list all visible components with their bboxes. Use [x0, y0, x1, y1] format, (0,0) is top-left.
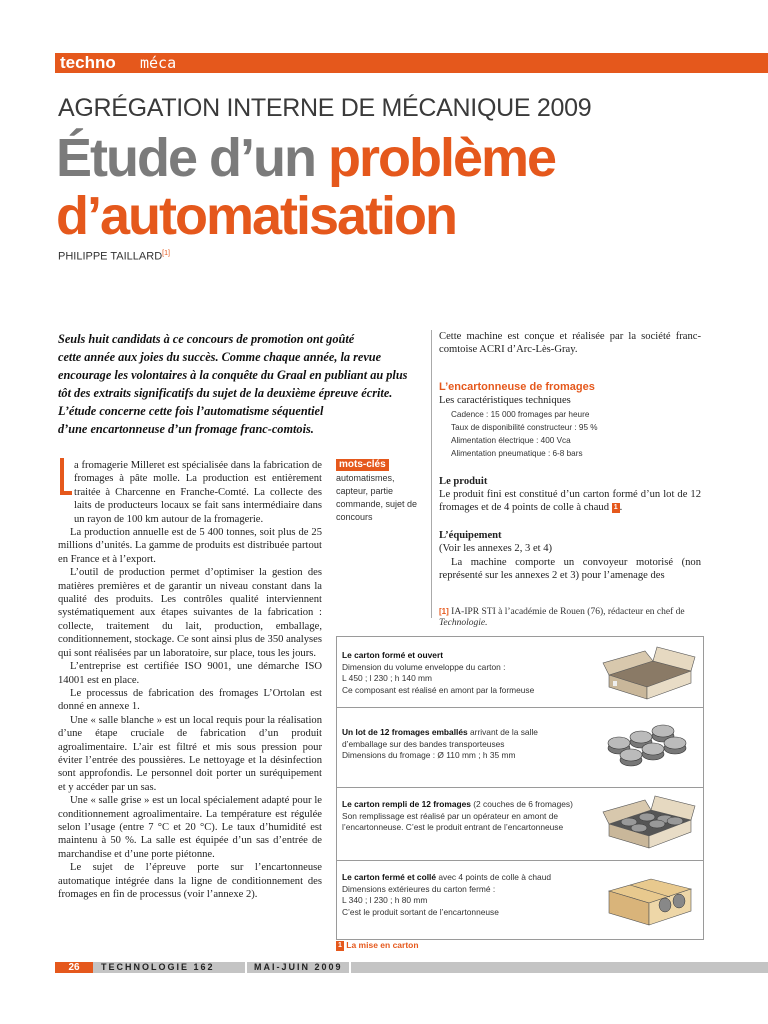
- body-paragraph: Le processus de fabrication des fromages L’Ortolan est donné en annexe 1.: [58, 687, 322, 713]
- kicker: AGRÉGATION INTERNE DE MÉCANIQUE 2009: [58, 94, 592, 122]
- figure-row-title-rest: arrivant de la salle: [467, 727, 538, 737]
- footer-separator: [349, 962, 351, 973]
- closed-carton-icon: [595, 861, 703, 939]
- chapeau-line: Seuls huit candidats à ce concours de promotion ont goûté: [58, 332, 355, 346]
- figure-caption-number: 1: [338, 942, 342, 949]
- figure-row: [337, 860, 703, 940]
- body-paragraph: L’outil de production permet d’optimiser la gestion des matières premières et de garantir un niveau constant dans la qualité des produits. Les contrôles qualité interviennent systématiquement aux étapes suivantes de la fabrication : collecte, traitement du lait, production, emballage, conditionnement, stockage. Ce sont ainsi plus de 350 analyses qui sont réalisées par un laboratoire, sur place, tous les jours.: [58, 567, 322, 659]
- figure-caption: [336, 940, 419, 951]
- body-paragraph: a fromagerie Milleret est spécialisée dans la fabrication de fromages à pâte molle. La production est entièrement traitée à Charcenne en Franche-Comté. La collecte des laits de producteurs locaux se fait sans intermédiaire dans un rayon de 100 km autour de la fromagerie.: [74, 460, 322, 525]
- article-title-line2: d’automatisation: [56, 186, 457, 246]
- figure-row-text: [342, 872, 592, 918]
- right-intro: Cette machine est conçue et réalisée par la société franc-comtoise ACRI d’Arc-Lès-Gray.: [439, 331, 701, 356]
- chapeau-line: L’étude concerne cette fois l’automatisme séquentiel: [58, 404, 324, 418]
- author-note: [1]: [162, 250, 170, 257]
- footnote-journal: Technologie.: [439, 618, 488, 628]
- body-paragraph: Une « salle blanche » est un local requis pour la réalisation d’une étape cruciale de fabrication d’un produit agroalimentaire. L’air est filtré et mis sous pression pour éviter l’entrée des poussières. Le nettoyage et la désinfection sont approfondis. Le personnel doit porter un suréquipement et y accéder par un sas.: [58, 714, 322, 793]
- chapeau-line: tôt des extraits significatifs du sujet de la deuxième épreuve écrite.: [58, 386, 393, 400]
- keywords-text: automatismes, capteur, partie commande, sujet de concours: [336, 473, 418, 522]
- figure-row: [337, 707, 703, 788]
- section-subtitle-specs: Les caractéristiques techniques: [439, 395, 571, 407]
- footer-separator: [245, 962, 247, 973]
- filled-carton-icon: [595, 788, 703, 860]
- figure-box: [336, 636, 704, 940]
- chapeau-line: encourage les volontaires à la conquête du Graal en publiant au plus: [58, 368, 408, 382]
- keywords-title: mots-clés: [336, 459, 389, 471]
- figure-row-line: L 450 ; l 230 ; h 140 mm: [342, 673, 433, 683]
- figure-row-title-rest: (2 couches de 6 fromages): [470, 799, 573, 809]
- body-paragraph: La production annuelle est de 5 400 tonnes, soit plus de 25 millions d’unités. La gamme de produits est distribuée partout en France et à l’export.: [58, 527, 322, 565]
- chapeau-line: d’une encartonneuse d’un fromage franc-comtois.: [58, 422, 314, 436]
- figure-row-text: [342, 727, 592, 762]
- rubric-meca: méca: [140, 54, 177, 72]
- column-divider: [431, 330, 432, 618]
- figure-row-line: C’est le produit sortant de l’encartonneuse: [342, 906, 499, 917]
- figure-ref-badge: 1: [613, 504, 618, 512]
- spec-item: Taux de disponibilité constructeur : 95 %: [451, 422, 598, 432]
- issue-date: MAI-JUIN 2009: [254, 962, 343, 972]
- footnote-text: IA-IPR STI à l’académie de Rouen (76), rédacteur en chef de: [451, 607, 685, 617]
- figure-row-text: [342, 799, 592, 834]
- figure-row-title: Le carton fermé et collé: [342, 872, 437, 882]
- rubric-techno: techno: [60, 53, 116, 72]
- figure-row: [337, 637, 703, 707]
- body-paragraph: Une « salle grise » est un local spécialement adapté pour le conditionnement agroalimentaire. La température est régulée selon l’usage (entre 7 °C et 20 °C). Le taux d’humidité est maintenu à 50 %. La salle est équipée d’un sas d’entrée de marchandise et d’une porte piétonne.: [58, 795, 322, 860]
- figure-row-line: Son remplissage est réalisé par un opérateur en amont de: [342, 810, 559, 821]
- figure-row-text: [342, 650, 592, 696]
- page-number: 26: [55, 962, 93, 973]
- figure-row-title: Le carton rempli de 12 fromages: [342, 799, 471, 809]
- section-title-produit: Le produit: [439, 475, 488, 487]
- section-text-equipement: La machine comporte un convoyeur motorisé (non représenté sur les annexes 2 et 3) pour l’amenage des: [439, 556, 701, 582]
- figure-row-line: Dimensions extérieures du carton fermé :: [342, 883, 496, 894]
- figure-row-title-rest: avec 4 points de colle à chaud: [436, 872, 552, 882]
- figure-row-line: Ce composant est réalisé en amont par la formeuse: [342, 684, 535, 695]
- article-title-line1: [56, 128, 555, 188]
- body-paragraph: L’entreprise est certifiée ISO 9001, une démarche ISO 14001 est en place.: [58, 661, 322, 686]
- section-text-produit: Le produit fini est constitué d’un carton formé d’un lot de 12 fromages et de 4 points de colle à chaud 1 .: [439, 489, 701, 514]
- figure-row-line: d’emballage sur des bandes transporteuses: [342, 738, 505, 749]
- figure-row-line: l’encartonneuse. C’est le produit entrant de l’encartonneuse: [342, 822, 564, 832]
- chapeau: [58, 330, 428, 438]
- footnote-number: [1]: [439, 607, 449, 616]
- section-title-encartonneuse: L’encartonneuse de fromages: [439, 380, 595, 393]
- footnote: [439, 606, 704, 629]
- figure-row: [337, 787, 703, 861]
- author: [58, 250, 170, 263]
- figure-row-title: Un lot de 12 fromages emballés: [342, 727, 468, 737]
- title-grey-part: Étude d’un: [56, 128, 328, 188]
- author-name: PHILIPPE TAILLARD: [58, 250, 163, 263]
- title-orange-part: problème: [327, 128, 556, 188]
- body-paragraph: Le sujet de l’épreuve porte sur l’encartonneuse automatique intégrée dans la ligne de conditionnement des fromages en fin de processus (voir l’annexe 2).: [58, 862, 322, 900]
- figure-row-line: Dimensions du fromage : Ø 110 mm ; h 35 mm: [342, 750, 516, 760]
- section-title-equipement: L’équipement: [439, 529, 502, 541]
- cheese-lot-icon: [595, 708, 703, 786]
- spec-item: Cadence : 15 000 fromages par heure: [451, 409, 590, 419]
- produit-text: Le produit fini est constitué d’un carton formé d’un lot de 12 fromages et de 4 points de colle à chaud: [439, 489, 701, 514]
- spec-item: Alimentation pneumatique : 6-8 bars: [451, 448, 583, 458]
- magazine-name: TECHNOLOGIE 162: [101, 962, 215, 972]
- figure-row-line: Dimension du volume enveloppe du carton :: [342, 661, 506, 672]
- body-column-left: [58, 459, 322, 901]
- body-column-right: [439, 330, 701, 582]
- figure-row-line: L 340 ; l 230 ; h 80 mm: [342, 895, 428, 905]
- figure-caption-text: La mise en carton: [346, 940, 419, 950]
- section-subtitle-equipement: (Voir les annexes 2, 3 et 4): [439, 543, 553, 555]
- figure-row-title: Le carton formé et ouvert: [342, 650, 443, 660]
- chapeau-line: cette année aux joies du succès. Comme chaque année, la revue: [58, 350, 382, 364]
- spec-item: Alimentation électrique : 400 Vca: [451, 435, 571, 445]
- open-carton-icon: [595, 637, 703, 705]
